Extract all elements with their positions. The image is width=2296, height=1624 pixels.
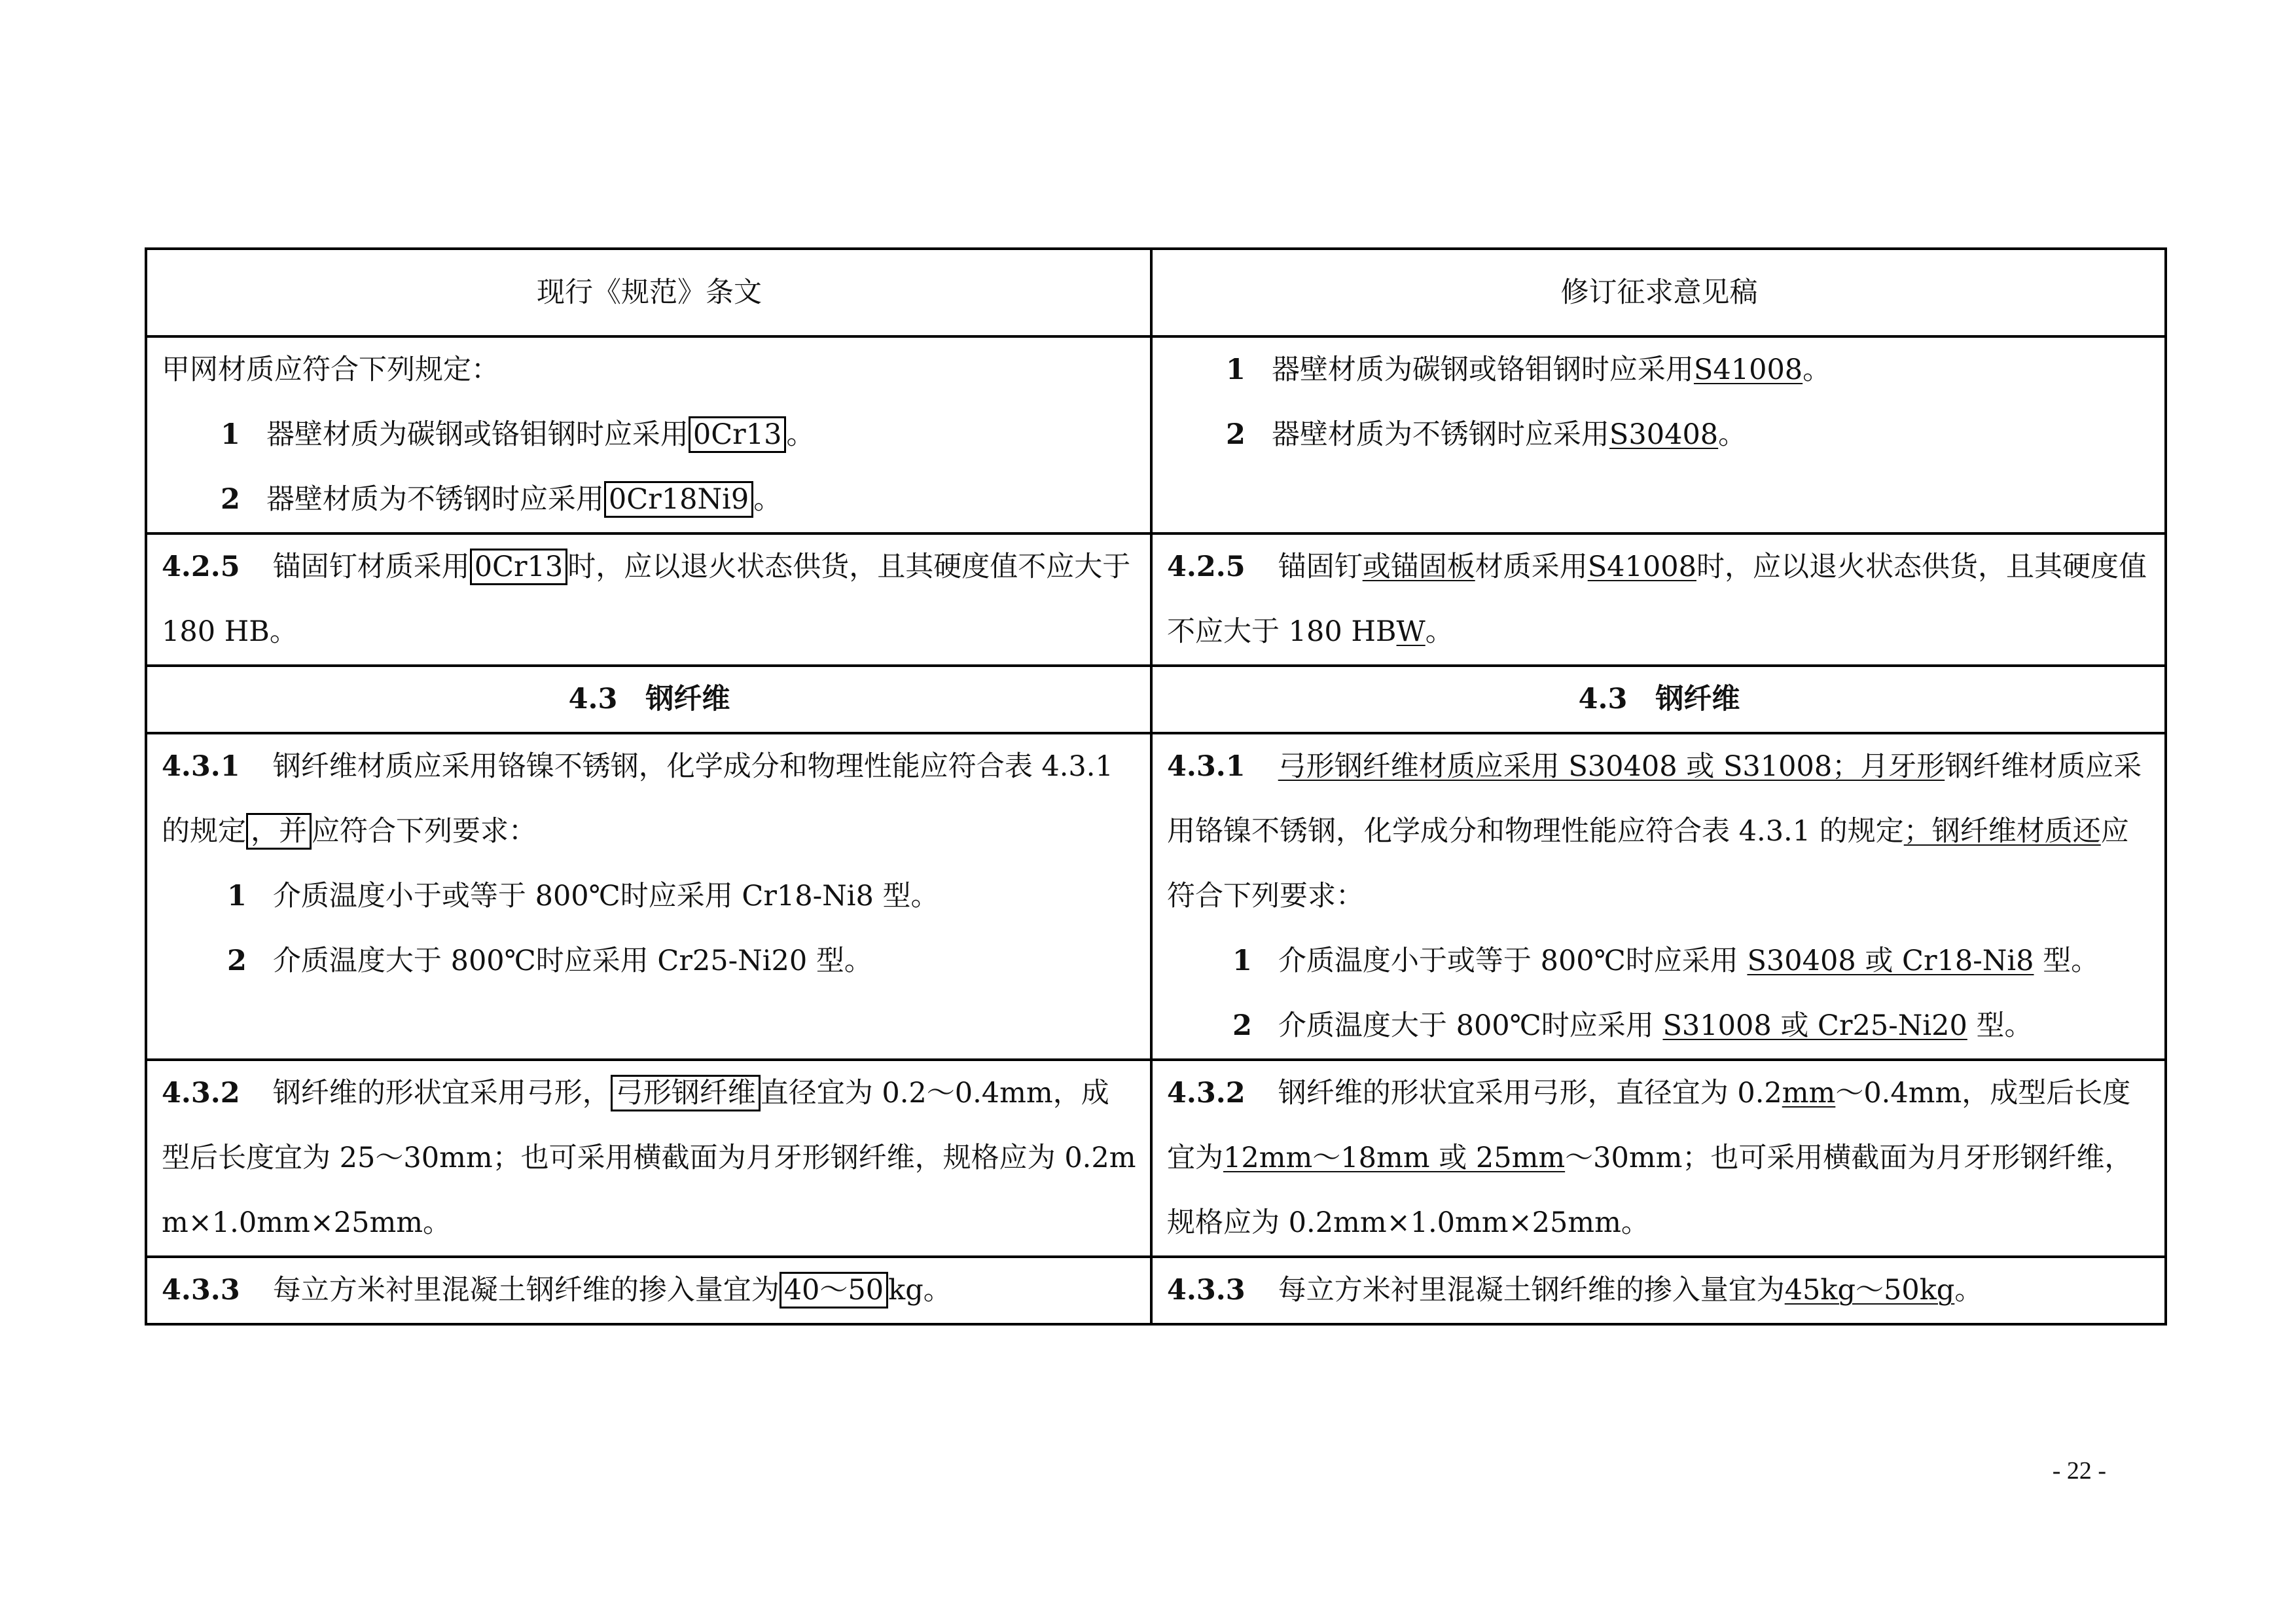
clause-number: 4.3.1	[162, 750, 240, 783]
cell-current	[146, 1060, 1151, 1257]
row-4-3-3	[146, 1257, 2166, 1324]
underlined-text: 弓形钢纤维材质应采用 S30408 或 S31008；月牙形	[1278, 750, 1945, 783]
header-revision-draft: 修订征求意见稿	[1151, 249, 2166, 336]
row-mesh-material	[146, 336, 2166, 533]
boxed-text: 0Cr13	[689, 416, 787, 453]
underlined-text: S30408	[1609, 418, 1719, 451]
list-item: 1 器壁材质为碳钢或铬钼钢时应采用S41008。	[1226, 353, 1831, 386]
underlined-text: ；钢纤维材质还	[1903, 815, 2101, 848]
clause-text: 4.2.5 锚固钉材质采用 0Cr13 时，应以退火状态供货，且其硬度值不应大于 180 HB。	[162, 535, 1137, 664]
clause-text: 4.2.5 锚固钉或锚固板材质采用S41008时，应以退火状态供货，且其硬度值不应大于 180 HBW。	[1167, 550, 2147, 648]
comparison-table	[145, 247, 2167, 1326]
header-current-clause: 现行《规范》条文	[146, 249, 1151, 336]
clause-text: 4.3.3 每立方米衬里混凝土钢纤维的掺入量宜为45kg～50kg。	[1167, 1274, 1983, 1307]
list-item: 2 介质温度大于 800℃时应采用 S31008 或 Cr25-Ni20 型。	[1232, 1009, 2033, 1042]
underlined-text: S30408 或 Cr18-Ni8	[1747, 945, 2034, 977]
cell-revision	[1151, 1257, 2166, 1324]
cell-current	[146, 733, 1151, 1060]
list-item: 1 器壁材质为碳钢或铬钼钢时应采用 0Cr13 。	[162, 403, 1137, 467]
cell-revision	[1151, 733, 2166, 1060]
underlined-text: S41008	[1693, 353, 1803, 386]
row-4-2-5	[146, 533, 2166, 666]
row-4-3-2	[146, 1060, 2166, 1257]
clause-text: 4.3.2 钢纤维的形状宜采用弓形，直径宜为 0.2mm～0.4mm，成型后长度宜为12mm～18mm 或 25mm～30mm；也可采用横截面为月牙形钢纤维，规格应为 0.2mm×1.0mm×25mm。	[1167, 1077, 2133, 1239]
underlined-text: 12mm～18mm 或 25mm	[1223, 1142, 1566, 1174]
clause-text: 4.3.1 弓形钢纤维材质应采用 S30408 或 S31008；月牙形钢纤维材质应采用铬镍不锈钢，化学成分和物理性能应符合表 4.3.1 的规定；钢纤维材质还应符合下列要求：	[1167, 750, 2142, 912]
boxed-text: ，并	[246, 813, 312, 850]
underlined-text: 或锚固板	[1362, 550, 1475, 583]
boxed-text: 弓形钢纤维	[611, 1075, 761, 1111]
cell-current	[146, 336, 1151, 533]
underlined-text: 45kg～50kg	[1784, 1274, 1955, 1307]
cell-revision	[1151, 1060, 2166, 1257]
boxed-text: 0Cr13	[470, 549, 568, 585]
list-item: 1 介质温度小于或等于 800℃时应采用 S30408 或 Cr18-Ni8 型。	[1232, 945, 2100, 977]
list-item: 2 介质温度大于 800℃时应采用 Cr25-Ni20 型。	[227, 945, 872, 977]
boxed-text: 40～50	[780, 1272, 888, 1308]
row-4-3-1	[146, 733, 2166, 1060]
cell-current	[146, 533, 1151, 666]
clause-number: 4.3.1	[1167, 750, 1246, 783]
section-title: 4.3 钢纤维	[146, 666, 1151, 733]
underlined-text: mm	[1782, 1077, 1836, 1110]
clause-text: 4.3.2 钢纤维的形状宜采用弓形， 弓形钢纤维 直径宜为 0.2～0.4mm，成型后长度宜为 25～30mm；也可采用横截面为月牙形钢纤维，规格应为 0.2mm×1.0mm×25mm。	[162, 1061, 1137, 1255]
cell-revision	[1151, 336, 2166, 533]
clause-number: 4.3.2	[1167, 1077, 1246, 1110]
underlined-text: S31008 或 Cr25-Ni20	[1662, 1009, 1967, 1042]
clause-number: 4.3.2	[162, 1077, 240, 1110]
clause-text: 4.3.3 每立方米衬里混凝土钢纤维的掺入量宜为 40～50 kg。	[162, 1258, 1137, 1323]
clause-number: 4.3.3	[1167, 1274, 1246, 1307]
boxed-text: 0Cr18Ni9	[604, 481, 753, 518]
page-number: - 22 -	[2052, 1457, 2106, 1485]
underlined-text: S41008	[1587, 550, 1696, 583]
clause-number: 4.2.5	[1167, 550, 1246, 583]
section-row-4-3	[146, 666, 2166, 733]
list-item: 2 器壁材质为不锈钢时应采用 0Cr18Ni9 。	[162, 467, 1137, 532]
cell-current	[146, 1257, 1151, 1324]
cell-revision	[1151, 533, 2166, 666]
list-item: 2 器壁材质为不锈钢时应采用S30408。	[1226, 418, 1747, 451]
intro-text: 甲网材质应符合下列规定：	[162, 353, 499, 386]
header-row	[146, 249, 2166, 336]
clause-number: 4.2.5	[162, 550, 240, 583]
underlined-text: W	[1396, 615, 1426, 648]
section-title: 4.3 钢纤维	[1151, 666, 2166, 733]
list-item: 1 介质温度小于或等于 800℃时应采用 Cr18-Ni8 型。	[227, 880, 939, 912]
clause-number: 4.3.3	[162, 1274, 240, 1307]
clause-text: 4.3.1 钢纤维材质应采用铬镍不锈钢，化学成分和物理性能应符合表 4.3.1 的规定 ，并 应符合下列要求：	[162, 734, 1137, 864]
